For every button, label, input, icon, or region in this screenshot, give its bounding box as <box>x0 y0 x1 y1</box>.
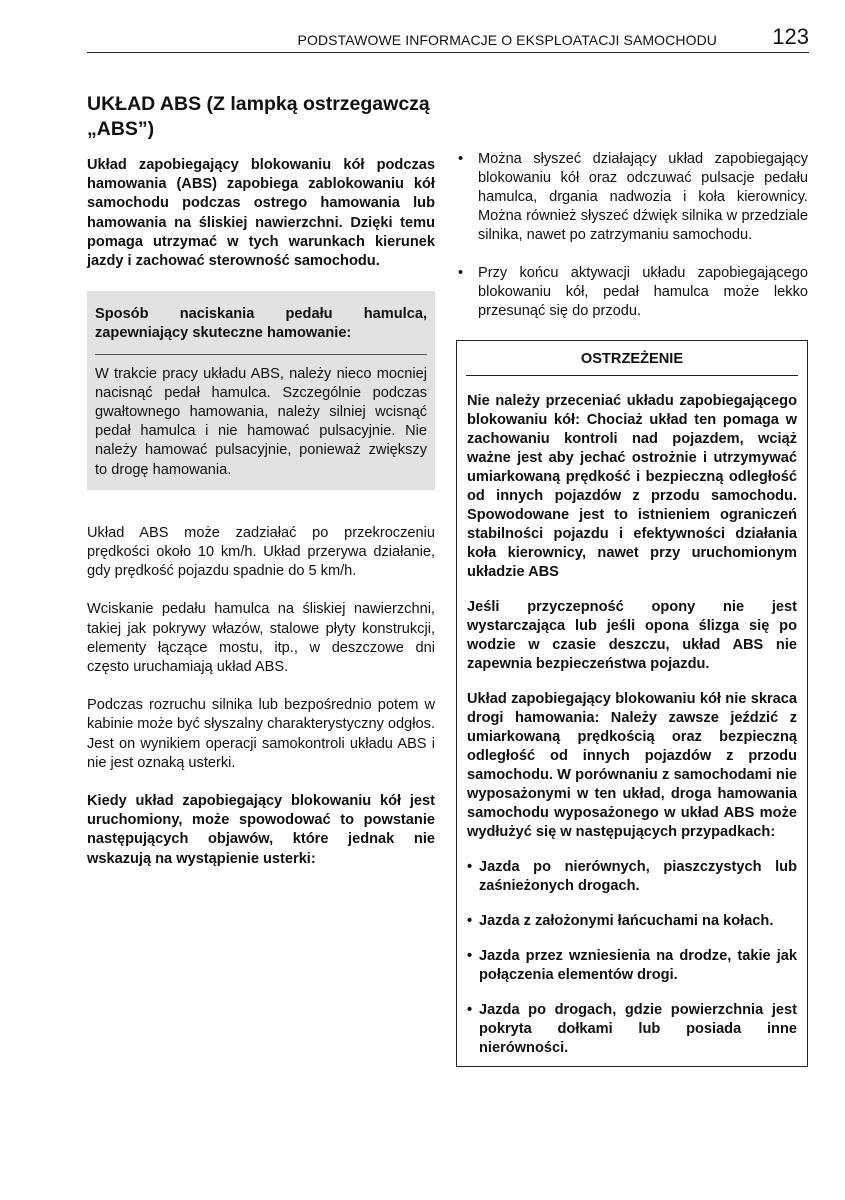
warning-box <box>456 340 808 1067</box>
list-item <box>467 912 797 931</box>
list-item-text: Jazda po nierównych, piaszczystych lub zaśnieżonych drogach. <box>479 859 797 894</box>
bullet-icon: • <box>458 265 464 281</box>
warning-title: OSTRZEŻENIE <box>466 341 798 376</box>
list-item-text: Jazda przez wzniesienia na drodze, takie jak połączenia elementów drogi. <box>479 948 797 983</box>
warning-list <box>467 858 797 1058</box>
braking-tip-box <box>87 291 435 490</box>
abs-speed-paragraph: Układ ABS może zadziałać po przekroczeniu prędkości około 10 km/h. Układ przerywa działanie, gdy prędkość pojazdu spadnie do 5 km/h. <box>87 524 435 580</box>
list-item <box>467 858 797 896</box>
intro-paragraph: Układ zapobiegający blokowaniu kół podczas hamowania (ABS) zapobiega zablokowaniu kół samochodu podczas ostrego hamowania lub hamowania na śliskiej nawierzchni. Dzięki temu pomaga utrzymać w tych warunkach kierunek jazdy i zachować sterowność samochodu. <box>87 157 435 270</box>
list-item <box>467 947 797 985</box>
bullet-icon: • <box>467 948 473 964</box>
left-column <box>87 92 435 888</box>
braking-tip-body: W trakcie pracy układu ABS, należy nieco mocniej nacisnąć pedał hamulca. Szczególnie podczas gwałtownego hamowania, należy silniej wcisnąć pedał hamulca i nie hamować pulsacyjnie. Nie należy hamować pulsacyjnie, ponieważ zwiększy to drogę hamowania. <box>95 365 427 478</box>
list-item-text: Można słyszeć działający układ zapobiegający blokowaniu kół oraz odczuwać pulsacje pedału hamulca, drgania nadwozia i koła kierownicy. Można również słyszeć dźwięk silnika w przedziale silnika, nawet po zatrzymaniu samochodu. <box>478 151 808 243</box>
warning-paragraph: Nie należy przeceniać układu zapobiegającego blokowaniu kół: Chociaż układ ten pomaga w zachowaniu kontroli nad pojazdem, wciąż ważne jest aby jechać ostrożnie i utrzymywać umiarkowaną prędkość i bezpieczną odległość od innych pojazdów z przodu samochodu. Spowodowane jest to istnieniem ograniczeń stabilności pojazdu i efektywności działania koła kierownicy, nawet przy uruchomionym układzie ABS <box>467 393 797 580</box>
symptoms-list <box>456 150 808 321</box>
bullet-icon: • <box>467 913 473 929</box>
list-item <box>467 1001 797 1058</box>
list-item-text: Przy końcu aktywacji układu zapobiegającego blokowaniu kół, pedał hamulca może lekko przesunąć się do przodu. <box>478 265 808 319</box>
bullet-icon: • <box>467 1002 473 1018</box>
page-number: 123 <box>772 24 809 49</box>
bullet-icon: • <box>467 859 473 875</box>
list-item <box>456 150 808 245</box>
right-column <box>456 150 808 1067</box>
warning-paragraph: Układ zapobiegający blokowaniu kół nie skraca drogi hamowania: Należy zawsze jeździć z umiarkowaną prędkością oraz bezpieczną odległość od innych pojazdów z przodu samochodu. W porównaniu z samochodami nie wyposażonymi w ten układ, droga hamowania samochodu wyposażonego w układ ABS może wydłużyć się w następujących przypadkach: <box>467 691 797 840</box>
warning-paragraph: Jeśli przyczepność opony nie jest wystarczająca lub jeśli opona ślizga się po wodzie w czasie deszczu, układ ABS nie zapewnia bezpieczeństwa pojazdu. <box>467 599 797 672</box>
list-item <box>456 264 808 321</box>
slippery-surface-paragraph: Wciskanie pedału hamulca na śliskiej nawierzchni, takiej jak pokrywy włazów, stalowe płyty konstrukcji, elementy łączące mostu, itp., w deszczowe dni często uruchamiają układ ABS. <box>87 601 435 676</box>
page-header <box>87 24 809 53</box>
braking-tip-title: Sposób naciskania pedału hamulca, zapewniający skuteczne hamowanie: <box>95 305 427 354</box>
list-item-text: Jazda z założonymi łańcuchami na kołach. <box>479 913 774 929</box>
symptoms-intro-paragraph: Kiedy układ zapobiegający blokowaniu kół jest uruchomiony, może spowodować to powstanie następujących objawów, które jednak nie wskazują na wystąpienie usterki: <box>87 793 435 867</box>
header-title: PODSTAWOWE INFORMACJE O EKSPLOATACJI SAMOCHODU <box>297 32 717 48</box>
section-title: UKŁAD ABS (Z lampką ostrzegawczą „ABS”) <box>87 93 430 140</box>
list-item-text: Jazda po drogach, gdzie powierzchnia jest pokryta dołkami lub posiada inne nierówności. <box>479 1002 797 1056</box>
startup-noise-paragraph: Podczas rozruchu silnika lub bezpośrednio potem w kabinie może być słyszalny charakterystyczny odgłos. Jest on wynikiem operacji samokontroli układu ABS i nie jest oznaką usterki. <box>87 697 435 771</box>
bullet-icon: • <box>458 151 464 167</box>
